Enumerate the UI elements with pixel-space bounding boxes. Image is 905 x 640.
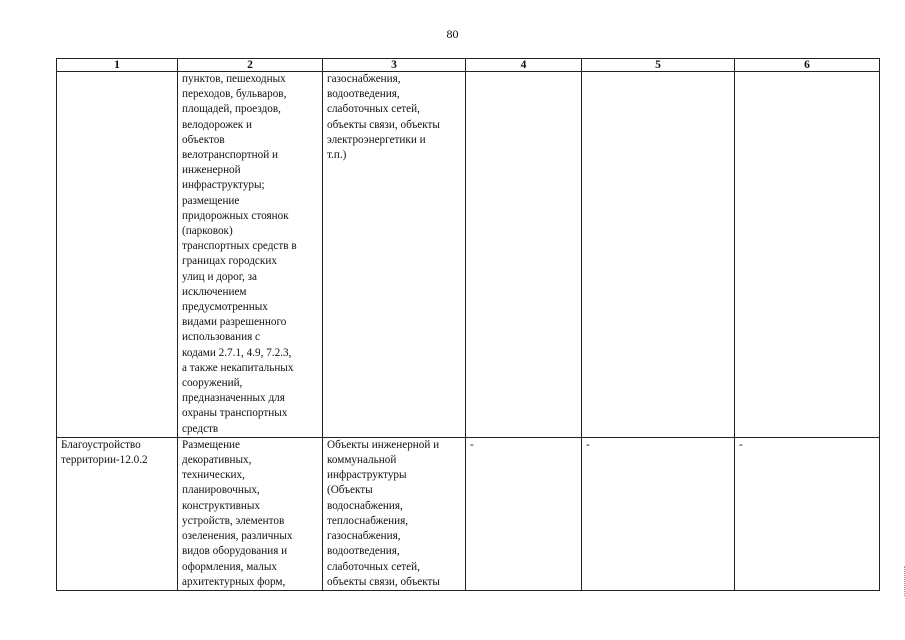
cell-use-description: Размещение декоративных, технических, планировочных, конструктивных устройств, элементов озеленения, различных видов оборудования и оформления, малых архитектурных форм, bbox=[178, 437, 323, 590]
header-col-4: 4 bbox=[466, 59, 582, 72]
cell-col-4: - bbox=[466, 437, 582, 590]
cell-use-name: Благоустройство территории-12.0.2 bbox=[57, 437, 178, 590]
cell-use-description: пунктов, пешеходных переходов, бульваров, площадей, проездов, велодорожек и объектов велотранспортной и инженерной инфраструктуры; размещение придорожных стоянок (парковок) транспортных средств в границах городских улиц и дорог, за исключением предусмотренных видами разрешенного использования с кодами 2.7.1, 4.9, 7.2.3, а также некапитальных сооружений, предназначенных для охраны транспортных средств bbox=[178, 72, 323, 438]
land-use-table bbox=[56, 58, 880, 591]
cell-capital-objects: Объекты инженерной и коммунальной инфраструктуры (Объекты водоснабжения, теплоснабжения, газоснабжения, водоотведения, слаботочных сетей, объекты связи, объекты bbox=[323, 437, 466, 590]
header-col-5: 5 bbox=[582, 59, 735, 72]
cell-col-5: - bbox=[582, 437, 735, 590]
header-col-2: 2 bbox=[178, 59, 323, 72]
cell-use-name bbox=[57, 72, 178, 438]
header-col-1: 1 bbox=[57, 59, 178, 72]
cell-capital-objects: газоснабжения, водоотведения, слаботочных сетей, объекты связи, объекты электроэнергетики и т.п.) bbox=[323, 72, 466, 438]
table-row bbox=[57, 437, 880, 590]
header-col-3: 3 bbox=[323, 59, 466, 72]
scan-margin-mark bbox=[900, 566, 905, 596]
cell-col-6: - bbox=[735, 437, 880, 590]
cell-col-6 bbox=[735, 72, 880, 438]
header-row bbox=[57, 59, 880, 72]
header-col-6: 6 bbox=[735, 59, 880, 72]
cell-col-4 bbox=[466, 72, 582, 438]
table-row bbox=[57, 72, 880, 438]
cell-col-5 bbox=[582, 72, 735, 438]
page-number: 80 bbox=[446, 27, 459, 41]
